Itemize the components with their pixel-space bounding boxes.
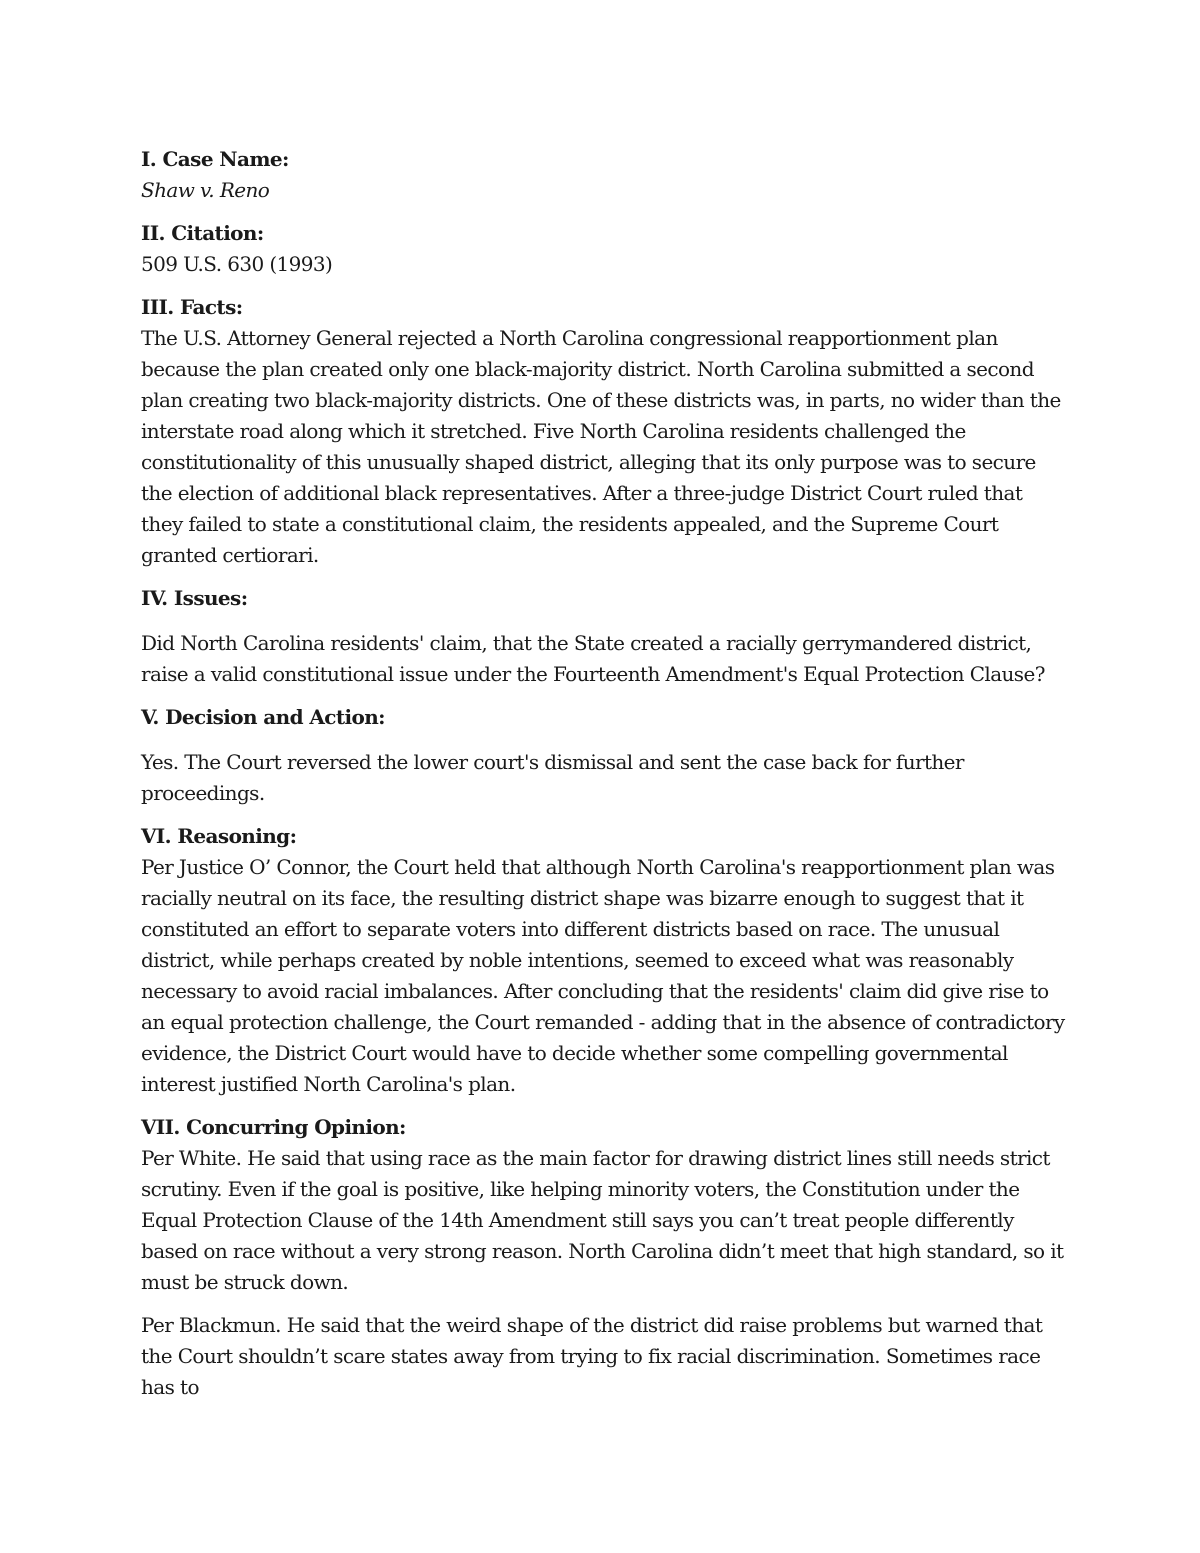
facts-text: The U.S. Attorney General rejected a North Carolina congressional reapportionment plan because the plan created only one black-majority district. North Carolina submitted a second plan creating two black-majority districts. One of these districts was, in parts, no wider than the interstate road along which it stretched. Five North Carolina residents challenged the constitutionality of this unusually shaped district, alleging that its only purpose was to secure the election of additional black representatives. After a three-judge District Court ruled that they failed to state a constitutional claim, the residents appealed, and the Supreme Court granted certiorari. (141, 326, 1061, 567)
concurring-paragraph-white: Per White. He said that using race as the main factor for drawing district lines still needs strict scrutiny. Even if the goal is positive, like helping minority voters, the Constitution under the Equal Protection Clause of the 14th Amendment still says you can’t treat people differently based on race without a very strong reason. North Carolina didn’t meet that high standard, so it must be struck down. (141, 1146, 1064, 1294)
issues-heading: IV. Issues: (141, 586, 248, 610)
decision-text: Yes. The Court reversed the lower court's dismissal and sent the case back for further proceedings. (141, 750, 964, 805)
issues-text: Did North Carolina residents' claim, that the State created a racially gerrymandered district, raise a valid constitutional issue under the Fourteenth Amendment's Equal Protection Clause? (141, 631, 1045, 686)
case-name-value: Shaw v. Reno (141, 178, 270, 202)
concurring-heading: VII. Concurring Opinion: (141, 1115, 406, 1139)
document-page (141, 144, 1066, 1415)
citation-heading: II. Citation: (141, 221, 264, 245)
case-name-heading: I. Case Name: (141, 147, 289, 171)
decision-heading: V. Decision and Action: (141, 705, 385, 729)
section-case-name (141, 144, 1066, 206)
facts-heading: III. Facts: (141, 295, 243, 319)
section-facts (141, 292, 1066, 571)
concurring-paragraph-blackmun: Per Blackmun. He said that the weird shape of the district did raise problems but warned that the Court shouldn’t scare states away from trying to fix racial discrimination. Sometimes race has to (141, 1313, 1043, 1399)
reasoning-text: Per Justice O’ Connor, the Court held that although North Carolina's reapportionment plan was racially neutral on its face, the resulting district shape was bizarre enough to suggest that it constituted an effort to separate voters into different districts based on race. The unusual district, while perhaps created by noble intentions, seemed to exceed what was reasonably necessary to avoid racial imbalances. After concluding that the residents' claim did give rise to an equal protection challenge, the Court remanded - adding that in the absence of contradictory evidence, the District Court would have to decide whether some compelling governmental interest justified North Carolina's plan. (141, 855, 1065, 1096)
section-citation (141, 218, 1066, 280)
section-issues (141, 583, 1066, 690)
citation-value: 509 U.S. 630 (1993) (141, 252, 333, 276)
reasoning-heading: VI. Reasoning: (141, 824, 297, 848)
section-decision (141, 702, 1066, 809)
section-concurring (141, 1112, 1066, 1403)
section-reasoning (141, 821, 1066, 1100)
